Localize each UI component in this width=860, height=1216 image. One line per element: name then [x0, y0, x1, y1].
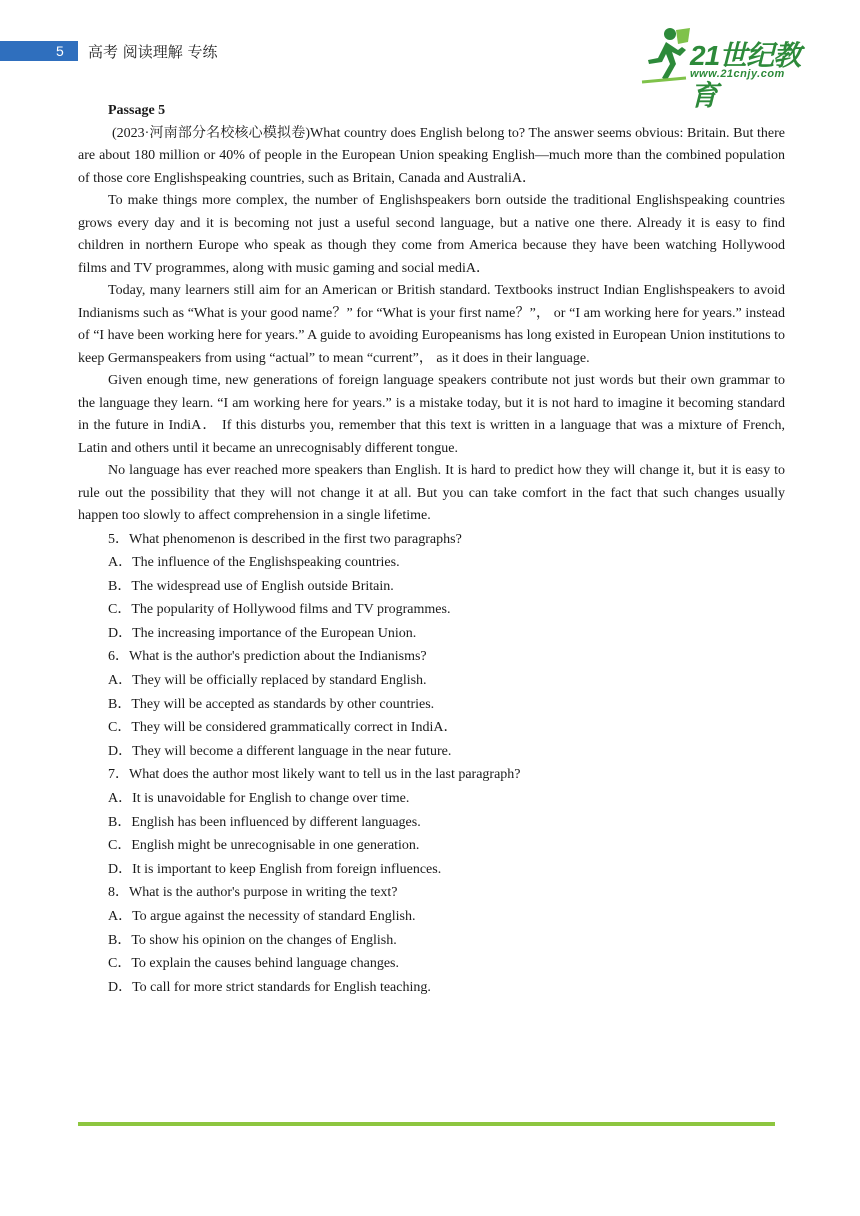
- answer-option: B．The widespread use of English outside Britain.: [108, 578, 394, 594]
- logo-text: 21世纪教育: [690, 40, 801, 111]
- answer-option: D．They will become a different language in the near future.: [108, 743, 452, 759]
- answer-option: C．They will be considered grammatically correct in IndiA．: [108, 720, 458, 736]
- header-accent-bar: [0, 41, 78, 61]
- passage-title: Passage 5: [108, 103, 166, 118]
- answer-option: B．To show his opinion on the changes of English.: [108, 932, 397, 948]
- answer-option: C．To explain the causes behind language changes.: [108, 956, 399, 972]
- answer-option: A．To argue against the necessity of standard English.: [108, 909, 416, 924]
- question-list: [78, 528, 785, 1000]
- answer-option: D．It is important to keep English from foreign influences.: [108, 861, 442, 877]
- document-body: [78, 100, 785, 999]
- runner-icon: [640, 26, 692, 84]
- answer-option: B．They will be accepted as standards by other countries.: [108, 696, 435, 712]
- answer-option: D．To call for more strict standards for English teaching.: [108, 979, 431, 995]
- answer-option: C．English might be unrecognisable in one generation.: [108, 838, 420, 854]
- passage-paragraph: (2023·河南部分名校核心模拟卷)What country does English belong to? The answer seems obvious: Britain. But there are about 180 million or 40% of people in the European Union speaking English—much more than the combined population of those core Englishspeaking countries, such as Britain, Canada and AustraliA．: [78, 125, 785, 186]
- footer-divider: [78, 1122, 775, 1126]
- question-stem: 8．What is the author's purpose in writing the text?: [108, 885, 398, 901]
- header-title: 高考 阅读理解 专练: [88, 43, 218, 61]
- logo-subtext: www.21cnjy.com: [690, 68, 785, 80]
- answer-option: A．They will be officially replaced by standard English.: [108, 673, 427, 689]
- question-stem: 7．What does the author most likely want to tell us in the last paragraph?: [108, 767, 521, 783]
- answer-option: B．English has been influenced by different languages.: [108, 814, 421, 830]
- page-number: 5: [56, 43, 64, 59]
- passage-paragraph: Given enough time, new generations of foreign language speakers contribute not just words but their own grammar to the language they learn. “I am working here for years.” is a mistake today, but it is not hard to imagine it becoming standard in the future in IndiA． If this disturbs you, remember that this text is written in a language that was a mixture of French, Latin and others until it became an unrecognisably different tongue.: [78, 373, 785, 456]
- answer-option: A．It is unavoidable for English to change over time.: [108, 791, 410, 807]
- passage-paragraph: To make things more complex, the number of Englishspeakers born outside the traditional Englishspeaking countries grows every day and it is becoming not just a useful second language, but a native one there. Already it is easy to find children in northern Europe who speak as though they come from America because they have been watching Hollywood films and TV programmes, along with music gaming and social mediA．: [78, 193, 785, 276]
- passage-paragraph: No language has ever reached more speakers than English. It is hard to predict how they will change it, but it is easy to rule out the possibility that they will not change it at all. But you can take comfort in the fact that such changes usually happen too slowly to affect comprehension in a single lifetime.: [78, 463, 785, 523]
- answer-option: C．The popularity of Hollywood films and TV programmes.: [108, 602, 451, 618]
- question-stem: 6．What is the author's prediction about the Indianisms?: [108, 649, 427, 665]
- answer-option: A．The influence of the Englishspeaking countries.: [108, 555, 400, 571]
- answer-option: D．The increasing importance of the European Union.: [108, 625, 417, 641]
- question-stem: 5．What phenomenon is described in the first two paragraphs?: [108, 531, 462, 547]
- passage-paragraph: Today, many learners still aim for an American or British standard. Textbooks instruct Indian Englishspeakers to avoid Indianisms such as “What is your good name？” for “What is your first name？”， or “I am working here for years.” instead of “I have been working here for years.” A guide to avoiding Europeanisms has long existed in European Union institutions to keep Germanspeakers from using “actual” to mean “current”， as it does in their language.: [78, 283, 785, 366]
- site-logo: [640, 24, 810, 111]
